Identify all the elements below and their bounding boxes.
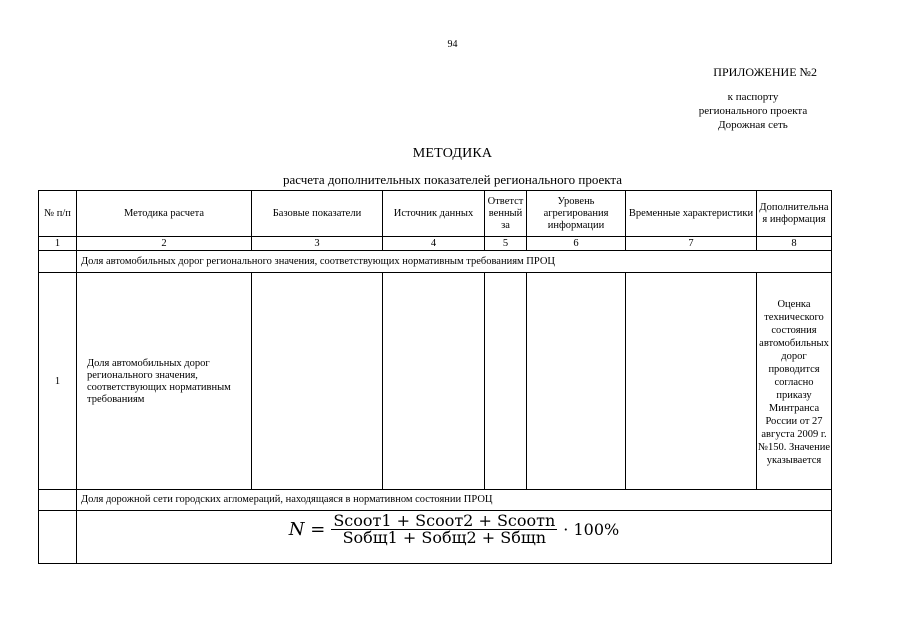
appendix-line-2: регионального проекта	[698, 105, 808, 117]
time-characteristics-cell	[626, 273, 757, 490]
appendix-title: ПРИЛОЖЕНИЕ №2	[713, 65, 817, 79]
column-number: 7	[626, 237, 757, 251]
appendix-line-3: Дорожная сеть	[718, 119, 788, 131]
appendix-line-1: к паспорту	[727, 91, 779, 103]
formula-cell	[77, 511, 832, 564]
formula-lhs: N =	[288, 518, 326, 540]
document-title: МЕТОДИКА	[412, 146, 493, 161]
header-cell: Временные характеристики	[626, 191, 757, 237]
header-cell: Дополнительная информация	[757, 191, 832, 237]
column-number: 2	[77, 237, 252, 251]
column-number: 8	[757, 237, 832, 251]
data-source-cell	[383, 273, 485, 490]
formula-multiplier: · 100%	[563, 519, 620, 539]
table-row	[39, 273, 832, 490]
column-number: 4	[383, 237, 485, 251]
section-empty-cell	[39, 251, 77, 273]
aggregation-level-cell	[527, 273, 626, 490]
method-cell: Доля автомобильных дорог регионального значения, соответствующих нормативным требованиям	[77, 273, 252, 490]
additional-info-cell: Оценка технического состояния автомобильных дорог проводится согласно приказу Минтранса России от 27 августа 2009 г. №150. Значение указывается	[757, 273, 832, 490]
section-empty-cell	[39, 490, 77, 511]
column-number: 6	[527, 237, 626, 251]
page-number: 94	[447, 39, 458, 50]
header-row	[39, 191, 832, 237]
header-cell: Методика расчета	[77, 191, 252, 237]
column-number: 5	[485, 237, 527, 251]
formula-empty-cell	[39, 511, 77, 564]
responsible-cell	[485, 273, 527, 490]
appendix-subtitle	[683, 90, 823, 132]
section-title-2: Доля дорожной сети городских агломераций, находящаяся в нормативном состоянии ПРОЦ	[77, 490, 832, 511]
section-title-1: Доля автомобильных дорог регионального значения, соответствующих нормативным требованиям ПРОЦ	[77, 251, 832, 273]
section-row-1	[39, 251, 832, 273]
header-cell: Источник данных	[383, 191, 485, 237]
header-cell: Ответственный за	[485, 191, 527, 237]
formula-denominator: Sобщ1 + Sобщ2 + Sбщn	[342, 528, 547, 547]
header-cell: Базовые показатели	[252, 191, 383, 237]
formula-row	[39, 511, 832, 564]
column-number: 1	[39, 237, 77, 251]
header-cell: № п/п	[39, 191, 77, 237]
row-number: 1	[39, 273, 77, 490]
formula	[77, 511, 831, 547]
formula-fraction	[331, 511, 557, 547]
section-row-2	[39, 490, 832, 511]
document-subtitle: расчета дополнительных показателей регионального проекта	[282, 172, 623, 187]
header-cell: Уровень агрегирования информации	[527, 191, 626, 237]
column-number: 3	[252, 237, 383, 251]
methodology-table	[38, 190, 832, 564]
base-indicators-cell	[252, 273, 383, 490]
column-number-row	[39, 237, 832, 251]
formula-numerator: Sсоот1 + Sсоот2 + Sсоотn	[333, 511, 556, 530]
